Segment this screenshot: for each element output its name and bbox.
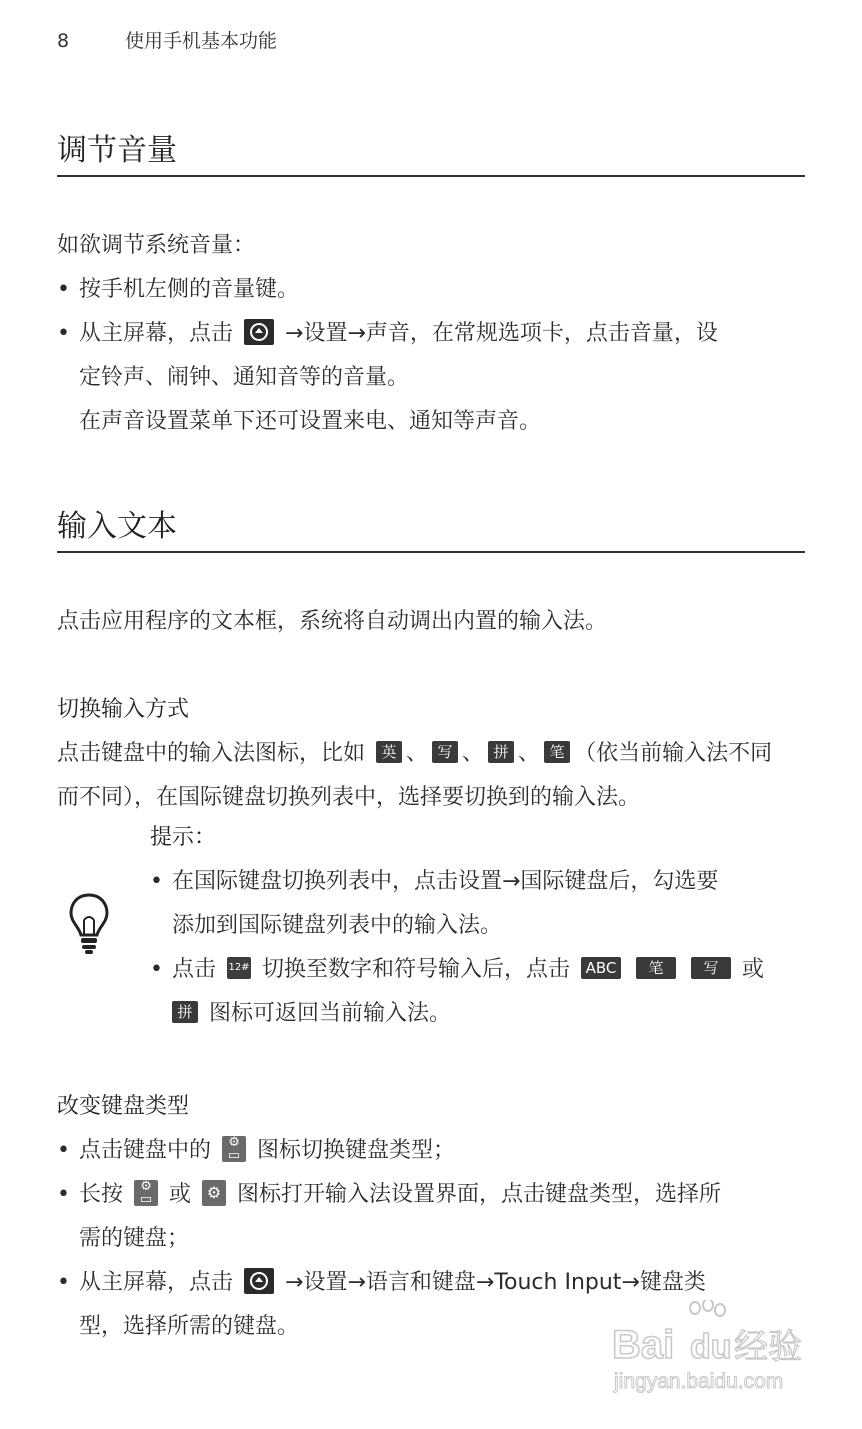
- input-intro: 点击应用程序的文本框，系统将自动调出内置的输入法。: [57, 609, 608, 634]
- switch-post: （依当前输入法不同: [574, 741, 773, 766]
- xie-icon: 写: [432, 741, 458, 763]
- lightbulb-icon: [68, 892, 110, 956]
- volume-note: 在声音设置菜单下还可设置来电、通知等声音。: [79, 409, 542, 434]
- pin-icon: 拼: [488, 741, 514, 763]
- bullet-dot: •: [57, 321, 70, 346]
- volume-bullet-2-post: →设置→声音，在常规选项卡，点击音量，设: [285, 321, 718, 346]
- section-title-volume: 调节音量: [57, 133, 805, 177]
- keyboard-bullet-2: [57, 1173, 817, 1261]
- switch-paragraph: [57, 732, 827, 820]
- separator: 、: [406, 741, 429, 766]
- tip2-mid: 切换至数字和符号输入后，点击: [262, 957, 571, 982]
- subheading-keyboard-type: 改变键盘类型: [57, 1094, 190, 1119]
- all-apps-icon: [244, 1268, 274, 1294]
- bullet-dot: •: [150, 957, 163, 982]
- tip1-line1: 在国际键盘切换列表中，点击设置→国际键盘后，勾选要: [172, 869, 719, 894]
- tip2-pre: 点击: [172, 957, 217, 982]
- watermark-url: jingyan.baidu.com: [614, 1370, 784, 1393]
- abc-icon: ABC: [581, 957, 621, 979]
- kb2-pre: 长按: [79, 1182, 124, 1207]
- ying-icon: 英: [376, 741, 402, 763]
- numbers-icon: 12#: [227, 957, 251, 979]
- volume-bullet-2-line2: 定铃声、闹钟、通知音等的音量。: [79, 365, 410, 390]
- bi-icon-wide: 笔: [636, 957, 676, 979]
- watermark-cn: 经验: [734, 1327, 802, 1367]
- watermark-brand: Bai: [612, 1323, 675, 1367]
- tip-bullet-1: [150, 860, 800, 948]
- bullet-dot: •: [57, 1270, 70, 1295]
- chapter-title: 使用手机基本功能: [125, 30, 278, 52]
- separator: 、: [518, 741, 541, 766]
- kb2-or: 或: [169, 1182, 192, 1207]
- kb3-line2: 型，选择所需的键盘。: [79, 1314, 300, 1339]
- xie-icon-wide: 写: [691, 957, 731, 979]
- volume-bullet-1-text: 按手机左侧的音量键。: [79, 277, 300, 302]
- page-number: 8: [57, 30, 70, 52]
- separator: 、: [462, 741, 485, 766]
- kb1-post: 图标切换键盘类型；: [257, 1138, 456, 1163]
- switch-line2: 而不同），在国际键盘切换列表中，选择要切换到的输入法。: [57, 785, 641, 810]
- section-title-input: 输入文本: [57, 509, 805, 553]
- kb1-pre: 点击键盘中的: [79, 1138, 212, 1163]
- gear-icon: ⚙: [202, 1180, 226, 1206]
- bullet-dot: •: [57, 1138, 70, 1163]
- tip-bullet-2: [150, 948, 800, 1036]
- page-header: [57, 26, 277, 53]
- tip1-line2: 添加到国际键盘列表中的输入法。: [172, 913, 503, 938]
- keyboard-settings-icon: ⚙ ▭: [134, 1180, 158, 1206]
- volume-bullet-2: [57, 312, 817, 400]
- kb3-pre: 从主屏幕，点击: [79, 1270, 234, 1295]
- volume-bullet-2-pre: 从主屏幕，点击: [79, 321, 234, 346]
- bi-icon: 笔: [544, 741, 570, 763]
- bullet-dot: •: [57, 277, 70, 302]
- volume-bullet-1: [57, 268, 817, 312]
- kb2-line2: 需的键盘；: [79, 1226, 190, 1251]
- tip2-line2: 图标可返回当前输入法。: [209, 1001, 452, 1026]
- tip2-or: 或: [742, 957, 765, 982]
- bullet-dot: •: [57, 1182, 70, 1207]
- switch-pre: 点击键盘中的输入法图标，比如: [57, 741, 366, 766]
- kb2-post: 图标打开输入法设置界面，点击键盘类型，选择所: [237, 1182, 722, 1207]
- watermark-paw: du: [690, 1328, 732, 1366]
- bullet-dot: •: [150, 869, 163, 894]
- subheading-switch-input: 切换输入方式: [57, 697, 190, 722]
- kb3-post: →设置→语言和键盘→Touch Input→键盘类: [285, 1270, 706, 1295]
- keyboard-settings-icon: ⚙ ▭: [222, 1136, 246, 1162]
- all-apps-icon: [244, 319, 274, 345]
- tip-label: 提示：: [150, 825, 217, 850]
- baidu-watermark: [612, 1300, 812, 1395]
- pin-icon-2: 拼: [172, 1001, 198, 1023]
- keyboard-bullet-1: [57, 1129, 817, 1173]
- volume-intro: 如欲调节系统音量：: [57, 233, 256, 258]
